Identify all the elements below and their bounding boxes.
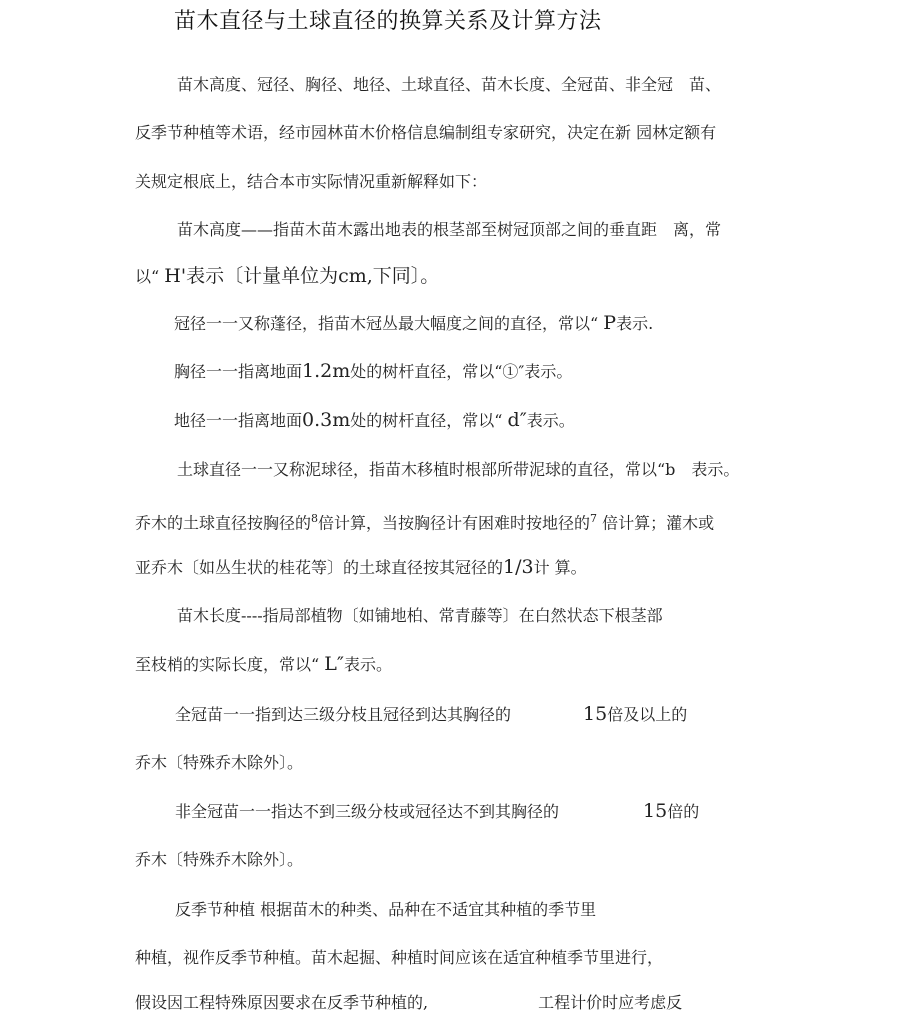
off-season-l3-a: 假设因工程特殊原因要求在反季节种植的,	[135, 993, 429, 1012]
off-season-l3-b: 工程计价时应考虑反	[538, 993, 683, 1012]
para1-line2: 反季节种植等术语，经市园林苗木价格信息编制组专家研究，决定在新 园林定额有	[135, 123, 717, 142]
full-crown-suffix: 倍及以上的	[607, 705, 688, 724]
para1-line3: 关规定根底上，结合本市实际情况重新解释如下：	[135, 172, 488, 191]
crown-def-text: 冠径一一又称蓬径，指苗木冠丛最大幅度之间的直径，常以“	[174, 314, 604, 333]
para1-line1: 苗木高度、冠径、胸径、地径、土球直径、苗木长度、全冠苗、非全冠 苗、	[177, 75, 722, 94]
dbh-def-suffix: 处的树杆直径，常以“①″表示。	[350, 362, 573, 381]
ball-def-multiplier-dbh: 8	[311, 512, 319, 525]
length-def-l2-c: 表示。	[344, 655, 393, 674]
height-def-line2	[135, 266, 439, 287]
length-def-l2-a: 至枝梢的实际长度，常以“	[135, 655, 325, 674]
ball-def-multiplier-ground: 7	[590, 512, 598, 525]
non-full-crown-line2: 乔木〔特殊乔木除外〕。	[135, 850, 304, 869]
ground-def-mid: 处的树杆直径，常以“	[350, 411, 508, 430]
height-def-prefix: 以“	[135, 267, 165, 286]
full-crown-line1	[175, 704, 687, 725]
non-full-crown-text: 非全冠苗一一指达不到三级分枝或冠径达不到其胸径的	[175, 802, 560, 821]
ball-def-l3-c: 计 算。	[533, 558, 587, 577]
off-season-line1: 反季节种植 根据苗木的种类、品种在不适宜其种植的季节里	[175, 900, 597, 919]
ball-def-l3-a: 亚乔木〔如丛生状的桂花等〕的土球直径按其冠径的	[135, 558, 504, 577]
ground-def	[174, 410, 575, 431]
ball-def-fraction: 1/3	[503, 556, 534, 578]
length-def-symbol: L″	[324, 653, 344, 675]
full-crown-line2: 乔木〔特殊乔木除外〕。	[135, 753, 304, 772]
dbh-def-value: 1.2m	[302, 360, 351, 382]
ground-def-text: 地径一一指离地面	[174, 411, 303, 430]
crown-def-symbol: P	[603, 312, 617, 334]
ground-def-suffix: 表示。	[526, 411, 575, 430]
height-def-line1: 苗木高度——指苗木苗木露出地表的根茎部至树冠顶部之间的垂直距 离，常	[177, 220, 722, 239]
ball-def-l2-b: 倍计算，当按胸径计有困难时按地径的	[318, 513, 591, 533]
ball-def-line1: 土球直径一一又称泥球径，指苗木移植时根部所带泥球的直径，常以“b 表示。	[177, 460, 740, 479]
ball-def-line2	[135, 509, 714, 533]
ball-def-line3	[135, 557, 587, 578]
full-crown-multiplier: 15	[583, 703, 608, 725]
crown-def	[174, 313, 653, 334]
full-crown-text: 全冠苗一一指到达三级分枝且冠径到达其胸径的	[175, 705, 512, 724]
dbh-def	[174, 361, 572, 382]
page-title: 苗木直径与土球直径的换算关系及计算方法	[174, 9, 602, 34]
length-def-line2	[135, 654, 392, 675]
dbh-def-text: 胸径一一指离地面	[174, 362, 303, 381]
ball-def-l2-a: 乔木的土球直径按胸径的	[135, 513, 312, 533]
non-full-crown-suffix: 倍的	[667, 802, 700, 821]
length-def-line1: 苗木长度----指局部植物〔如铺地柏、常青藤等〕在白然状态下根茎部	[177, 606, 663, 625]
height-def-text: H'表示〔计量单位为cm,下同〕。	[164, 265, 440, 287]
off-season-line3	[135, 993, 682, 1013]
ball-def-l2-c: 倍计算；灌木或	[597, 513, 715, 533]
off-season-line2: 种植，视作反季节种植。苗木起掘、种植时间应该在适宜种植季节里进行，	[135, 948, 664, 967]
ground-def-value: 0.3m	[302, 409, 351, 431]
ground-def-symbol: d″	[507, 409, 527, 431]
crown-def-suffix: 表示.	[616, 314, 654, 333]
non-full-crown-line1	[175, 801, 699, 822]
non-full-crown-multiplier: 15	[643, 800, 668, 822]
